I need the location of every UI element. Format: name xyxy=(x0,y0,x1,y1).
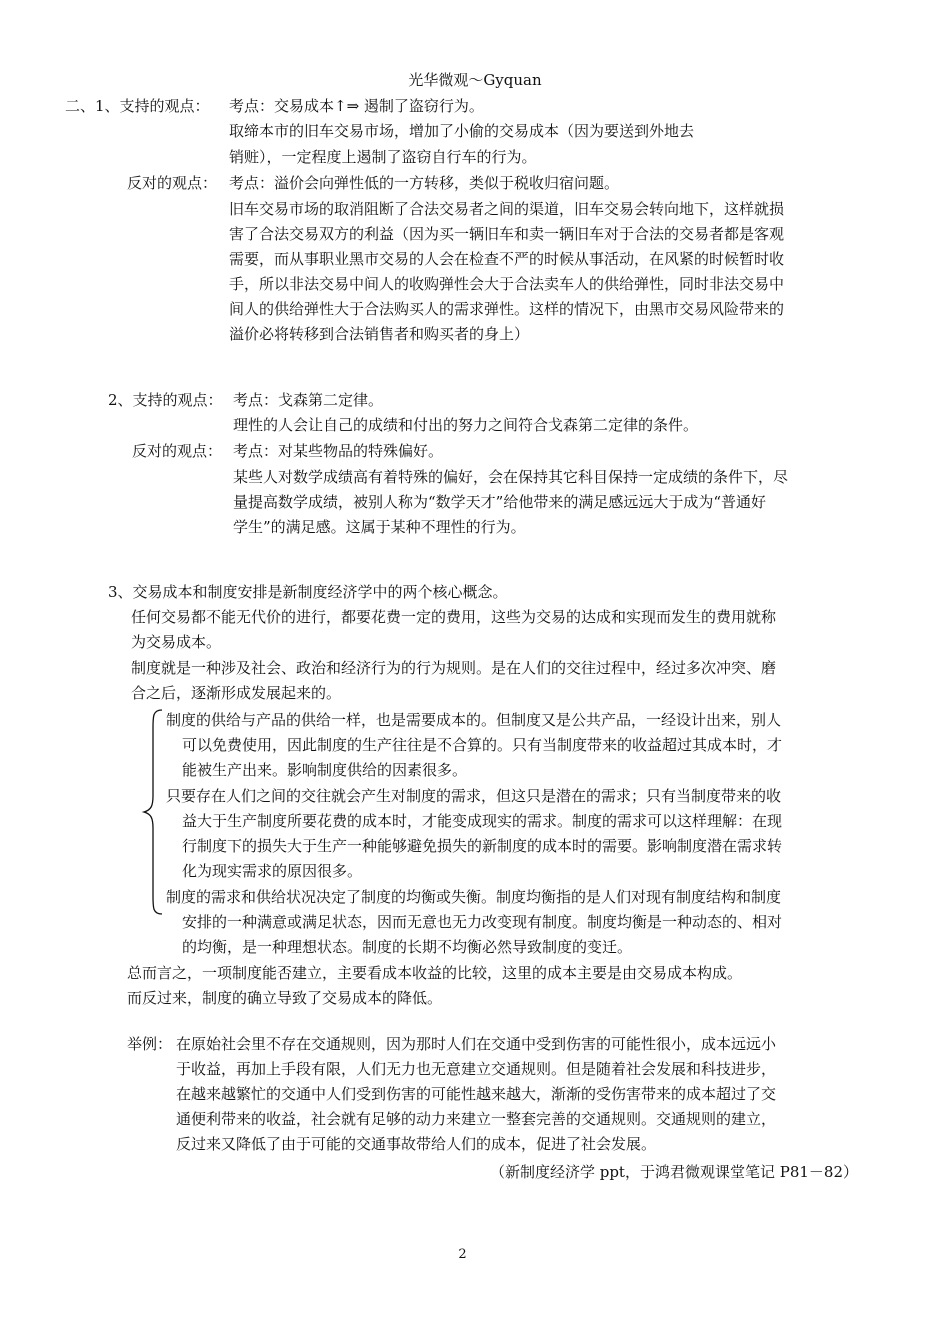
summary-line: 而反过来，制度的确立导致了交易成本的降低。 xyxy=(127,989,443,1007)
section2-oppose-label: 反对的观点： xyxy=(132,442,223,460)
section1-oppose-label: 反对的观点： xyxy=(127,174,218,192)
source-citation: （新制度经济学 ppt，于鸿君微观课堂笔记 P81－82） xyxy=(489,1163,858,1181)
section2-support-label: 2、支持的观点： xyxy=(108,391,223,409)
section1-oppose-line: 手，所以非法交易中间人的收购弹性会大于合法卖车人的供给弹性，同时非法交易中 xyxy=(229,275,785,293)
section1-oppose-line: 需要，而从事职业黑市交易的人会在检查不严的时候从事活动，在风紧的时候暂时收 xyxy=(229,250,785,268)
section2-support-kaodian: 考点：戈森第二定律。 xyxy=(233,391,384,409)
section1-oppose-kaodian: 考点：溢价会向弹性低的一方转移，类似于税收归宿问题。 xyxy=(229,174,620,192)
section3-para2-line: 制度就是一种涉及社会、政治和经济行为的行为规则。是在人们的交往过程中，经过多次冲突、磨 xyxy=(131,659,777,677)
brace-item-supply-line: 能被生产出来。影响制度供给的因素很多。 xyxy=(182,761,468,779)
section1-support-line: 取缔本市的旧车交易市场，增加了小偷的交易成本（因为要送到外地去 xyxy=(229,122,695,140)
section1-support-kaodian: 考点：交易成本↑⇒ 遏制了盗窃行为。 xyxy=(229,97,484,115)
brace-item-equilibrium-line: 的均衡，是一种理想状态。制度的长期不均衡必然导致制度的变迁。 xyxy=(182,938,633,956)
example-line: 通便利带来的收益，社会就有足够的动力来建立一整套完善的交通规则。交通规则的建立， xyxy=(176,1110,777,1128)
section3-para1-line: 为交易成本。 xyxy=(131,633,222,651)
example-line: 在原始社会里不存在交通规则，因为那时人们在交通中受到伤害的可能性很小，成本远远小 xyxy=(176,1035,777,1053)
section2-oppose-line: 某些人对数学成绩高有着特殊的偏好，会在保持其它科目保持一定成绩的条件下，尽 xyxy=(233,468,789,486)
section1-oppose-line: 间人的供给弹性大于合法购买人的需求弹性。这样的情况下，由黑市交易风险带来的 xyxy=(229,300,785,318)
page-title: 光华微观～Gyquan xyxy=(408,71,542,89)
section1-oppose-line: 旧车交易市场的取消阻断了合法交易者之间的渠道，旧车交易会转向地下，这样就损 xyxy=(229,200,785,218)
brace-item-demand-line: 行制度下的损失大于生产一种能够避免损失的新制度的成本时的需要。影响制度潜在需求转 xyxy=(182,837,783,855)
section3-para1-line: 任何交易都不能无代价的进行，都要花费一定的费用，这些为交易的达成和实现而发生的费用就称 xyxy=(131,608,777,626)
section2-support-line: 理性的人会让自己的成绩和付出的努力之间符合戈森第二定律的条件。 xyxy=(233,416,699,434)
summary-line: 总而言之，一项制度能否建立，主要看成本收益的比较，这里的成本主要是由交易成本构成。 xyxy=(127,964,743,982)
brace-item-demand-line: 只要存在人们之间的交往就会产生对制度的需求，但这只是潜在的需求；只有当制度带来的收 xyxy=(166,787,782,805)
brace-item-demand-line: 益大于生产制度所要花费的成本时，才能变成现实的需求。制度的需求可以这样理解：在现 xyxy=(182,812,783,830)
brace-item-demand-line: 化为现实需求的原因很多。 xyxy=(182,862,363,880)
brace-item-equilibrium-line: 制度的需求和供给状况决定了制度的均衡或失衡。制度均衡指的是人们对现有制度结构和制度 xyxy=(166,888,782,906)
brace-item-supply-line: 可以免费使用，因此制度的生产往往是不合算的。只有当制度带来的收益超过其成本时，才 xyxy=(182,736,783,754)
brace-item-equilibrium-line: 安排的一种满意或满足状态，因而无意也无力改变现有制度。制度均衡是一种动态的、相对 xyxy=(182,913,783,931)
section2-oppose-line: 量提高数学成绩，被别人称为“数学天才”给他带来的满足感远远大于成为“普通好 xyxy=(233,493,767,511)
section1-support-label: 二、1、支持的观点： xyxy=(65,97,210,115)
section1-oppose-line: 害了合法交易双方的利益（因为买一辆旧车和卖一辆旧车对于合法的交易者都是客观 xyxy=(229,225,785,243)
brace-item-supply-line: 制度的供给与产品的供给一样，也是需要成本的。但制度又是公共产品，一经设计出来，别人 xyxy=(166,711,782,729)
section3-para2-line: 合之后，逐渐形成发展起来的。 xyxy=(131,684,342,702)
section1-oppose-line: 溢价必将转移到合法销售者和购买者的身上） xyxy=(229,325,530,343)
example-line: 反过来又降低了由于可能的交通事故带给人们的成本，促进了社会发展。 xyxy=(176,1135,657,1153)
section1-support-line: 销赃），一定程度上遏制了盗窃自行车的行为。 xyxy=(229,148,537,166)
section2-oppose-kaodian: 考点：对某些物品的特殊偏好。 xyxy=(233,442,444,460)
page-number: 2 xyxy=(458,1247,467,1262)
section2-oppose-line: 学生”的满足感。这属于某种不理性的行为。 xyxy=(233,518,526,536)
section3-heading: 3、交易成本和制度安排是新制度经济学中的两个核心概念。 xyxy=(108,583,508,601)
example-line: 于收益，再加上手段有限，人们无力也无意建立交通规则。但是随着社会发展和科技进步， xyxy=(176,1060,777,1078)
example-label: 举例： xyxy=(127,1035,173,1053)
example-line: 在越来越繁忙的交通中人们受到伤害的可能性越来越大，渐渐的受伤害带来的成本超过了交 xyxy=(176,1085,777,1103)
